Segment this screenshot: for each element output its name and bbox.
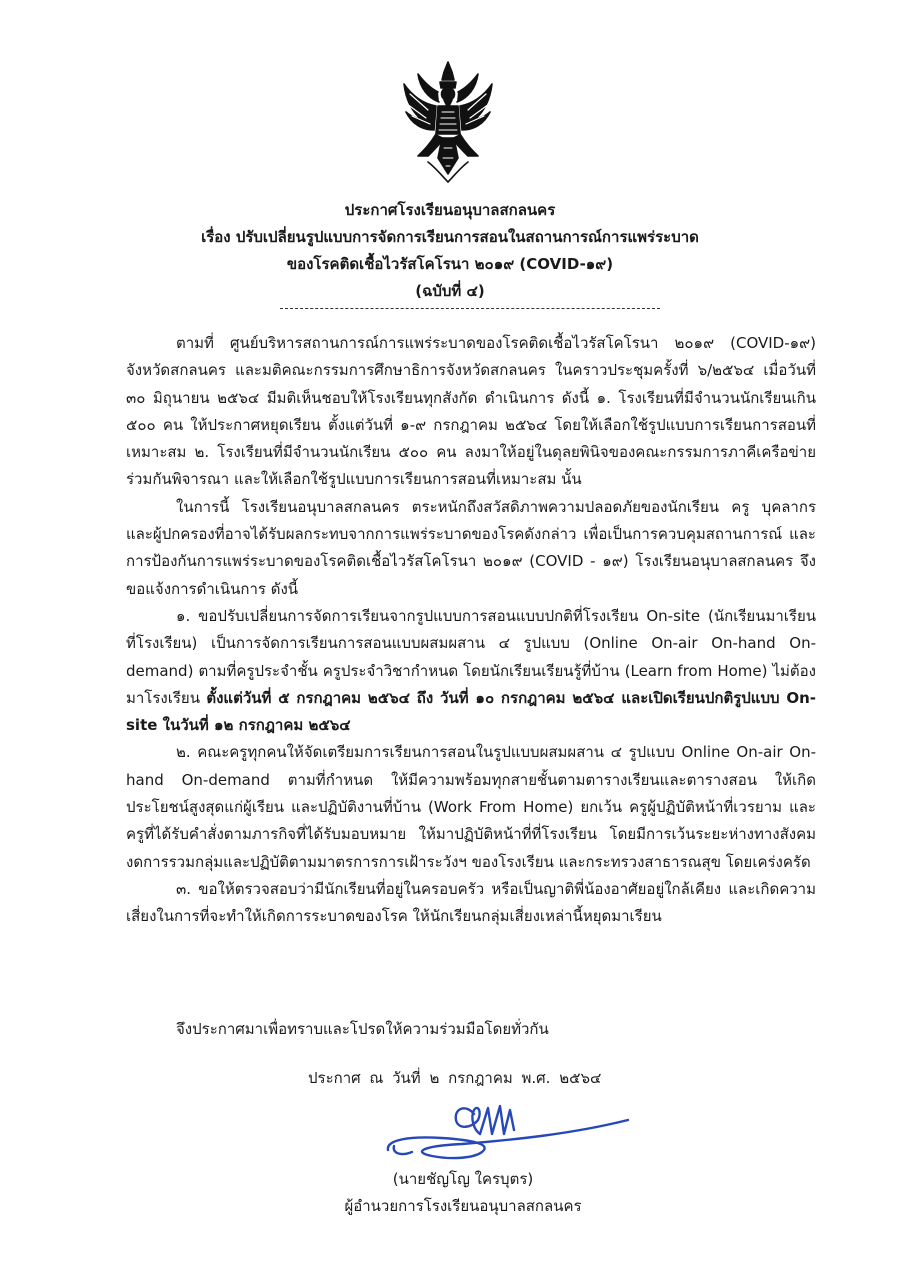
header-issuer: ประกาศโรงเรียนอนุบาลสกลนคร: [344, 201, 556, 219]
signer-name: (นายชัญโญ ใครบุตร): [392, 1170, 534, 1188]
paragraph-concern: ในการนี้ โรงเรียนอนุบาลสกลนคร ตระหนักถึงสวัสดิภาพความปลอดภัยของนักเรียน ครู บุคลากร และผู้ปกครองที่อาจได้รับผลกระทบจากการแพร่ระบาดของโรคดังกล่าว เพื่อเป็นการควบคุมสถานการณ์ และการป้องกันการแพร่ระบาดของโรคติดเชื้อไวรัสโคโรนา ๒๐๑๙ (COVID - ๑๙) โรงเรียนอนุบาลสกลนคร จึงขอแจ้งการดำเนินการ ดังนี้: [126, 497, 816, 598]
closing-statement: จึงประกาศมาเพื่อทราบและโปรดให้ความร่วมมือโดยทั่วกัน: [176, 1020, 549, 1038]
garuda-emblem-icon: [398, 58, 498, 186]
signer-position: ผู้อำนวยการโรงเรียนอนุบาลสกลนคร: [344, 1197, 582, 1215]
item-1-dates: ตั้งแต่วันที่ ๕ กรกฎาคม ๒๕๖๔ ถึง วันที่ ๑๐ กรกฎาคม ๒๕๖๔ และเปิดเรียนปกติรูปแบบ On-site ในวันที่ ๑๒ กรกฎาคม ๒๕๖๔: [126, 688, 816, 735]
paragraph-item-3: ๓. ขอให้ตรวจสอบว่ามีนักเรียนที่อยู่ในครอบครัว หรือเป็นญาติพี่น้องอาศัยอยู่ใกล้เคียง และเกิดความเสี่ยงในการที่จะทำให้เกิดการระบาดของโรค ให้นักเรียนกลุ่มเสี่ยงเหล่านี้หยุดมาเรียน: [126, 879, 816, 926]
paragraph-item-2: ๒. คณะครูทุกคนให้จัดเตรียมการเรียนการสอนในรูปแบบผสมผสาน ๔ รูปแบบ Online On-air On-hand On-demand ตามที่กำหนด ให้มีความพร้อมทุกสายชั้นตามตารางเรียนและตารางสอน ให้เกิดประโยชน์สูงสุดแก่ผู้เรียน และปฏิบัติงานที่บ้าน (Work From Home) ยกเว้น ครูผู้ปฏิบัติหน้าที่เวรยาม และครูที่ได้รับคำสั่งตามภารกิจที่ได้รับมอบหมาย ให้มาปฏิบัติหน้าที่ที่โรงเรียน โดยมีการเว้นระยะห่างทางสังคม งดการรวมกลุ่มและปฏิบัติตามมาตรการการเฝ้าระวังฯ ของโรงเรียน และกระทรวงสาธารณสุข โดยเคร่งครัด: [126, 743, 816, 871]
header-subject: เรื่อง ปรับเปลี่ยนรูปแบบการจัดการเรียนการสอนในสถานการณ์การแพร่ระบาด: [201, 228, 699, 246]
item-1-text: ๑. ขอปรับเปลี่ยนการจัดการเรียนจากรูปแบบการสอนแบบปกติที่โรงเรียน On-site (นักเรียนมาเรียนที่โรงเรียน) เป็นการจัดการเรียนการสอนแบบผสมผสาน ๔ รูปแบบ (Online On-air On-hand On-demand) ตามที่ครูประจำชั้น ครูประจำวิชากำหนด โดยนักเรียนเรียนรู้ที่บ้าน (Learn from Home) ไม่ต้องมาโรงเรียน: [126, 606, 816, 707]
announcement-body: [126, 330, 816, 931]
paragraph-item-1: [126, 603, 816, 739]
header-divider: [280, 308, 660, 309]
announcement-date: ประกาศ ณ วันที่ ๒ กรกฎาคม พ.ศ. ๒๕๖๔: [308, 1069, 602, 1087]
announcement-header: [0, 197, 900, 305]
handwritten-signature: [382, 1100, 632, 1166]
header-issue-number: (ฉบับที่ ๔): [415, 282, 485, 300]
header-subject-cont: ของโรคติดเชื้อไวรัสโคโรนา ๒๐๑๙ (COVID-๑๙): [286, 255, 614, 273]
signer-block: [0, 1166, 900, 1220]
paragraph-background: ตามที่ ศูนย์บริหารสถานการณ์การแพร่ระบาดของโรคติดเชื้อไวรัสโคโรนา ๒๐๑๙ (COVID-๑๙) จังหวัดสกลนคร และมติคณะกรรมการศึกษาธิการจังหวัดสกลนคร ในคราวประชุมครั้งที่ ๖/๒๕๖๔ เมื่อวันที่ ๓๐ มิถุนายน ๒๕๖๔ มีมติเห็นชอบให้โรงเรียนทุกสังกัด ดำเนินการ ดังนี้ ๑. โรงเรียนที่มีจำนวนนักเรียนเกิน ๕๐๐ คน ให้ประกาศหยุดเรียน ตั้งแต่วันที่ ๑-๙ กรกฎาคม ๒๕๖๔ โดยให้เลือกใช้รูปแบบการเรียนการสอนที่เหมาะสม ๒. โรงเรียนที่มีจำนวนนักเรียน ๕๐๐ คน ลงมาให้อยู่ในดุลยพินิจของคณะกรรมการภาคีเครือข่าย ร่วมกันพิจารณา และให้เลือกใช้รูปแบบการเรียนการสอนที่เหมาะสม นั้น: [126, 334, 816, 489]
